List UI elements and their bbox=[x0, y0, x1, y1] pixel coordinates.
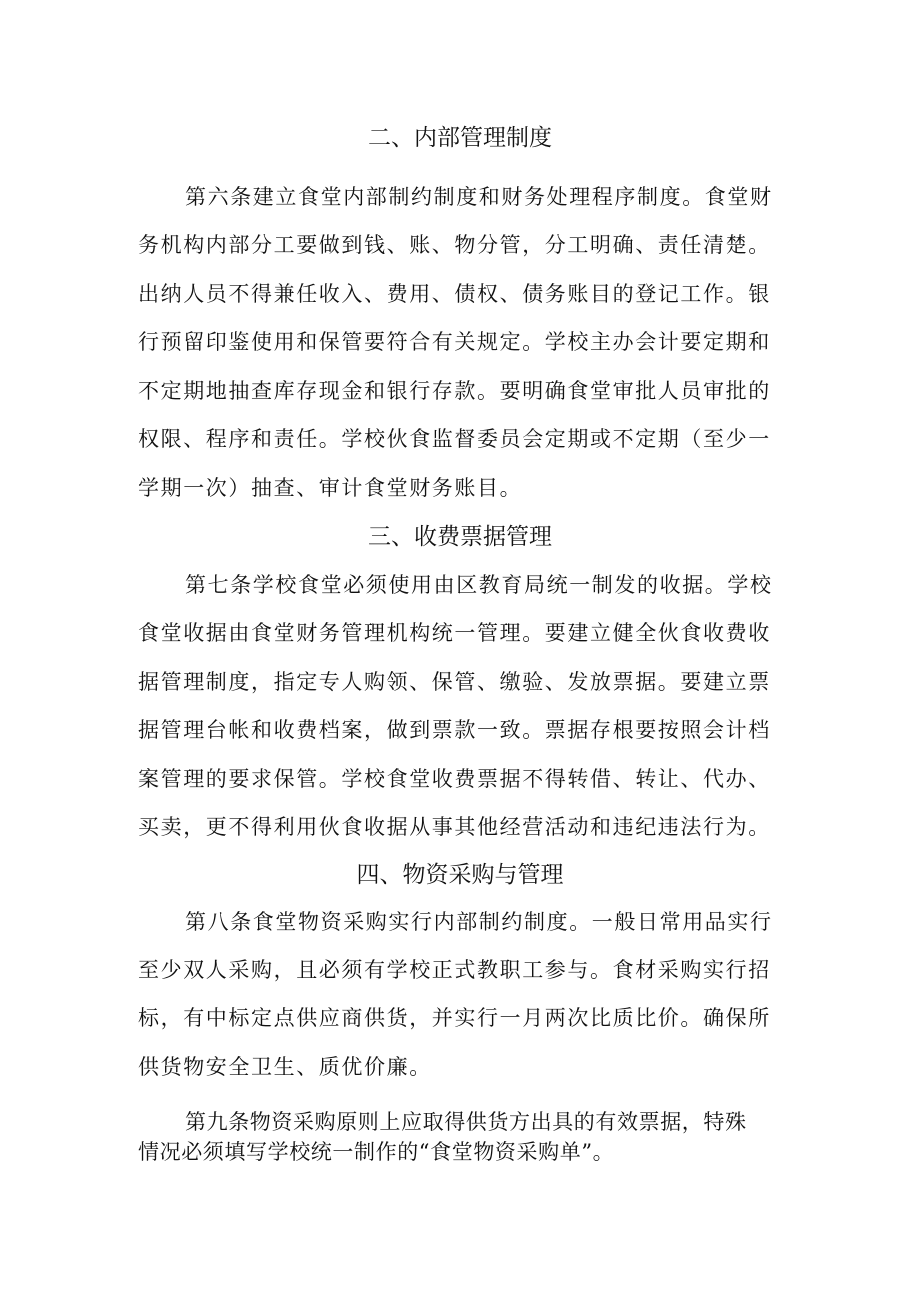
paragraph-line: 学期一次）抽查、审计食堂财务账目。 bbox=[138, 476, 523, 500]
paragraph-line: 第六条建立食堂内部制约制度和财务处理程序制度。食堂财 bbox=[185, 185, 773, 209]
paragraph-line: 行预留印鉴使用和保管要符合有关规定。学校主办会计要定期和 bbox=[138, 330, 771, 354]
paragraph-line: 务机构内部分工要做到钱、账、物分管，分工明确、责任清楚。 bbox=[138, 233, 771, 257]
paragraph-line: 供货物安全卫生、质优价廉。 bbox=[138, 1055, 432, 1079]
paragraph-line: 食堂收据由食堂财务管理机构统一管理。要建立健全伙食收费收 bbox=[138, 621, 771, 645]
section-heading-fee-receipts: 三、收费票据管理 bbox=[368, 524, 552, 550]
paragraph-line: 至少双人采购，且必须有学校正式教职工参与。食材采购实行招 bbox=[138, 958, 771, 982]
paragraph-line: 买卖，更不得利用伙食收据从事其他经营活动和违纪违法行为。 bbox=[138, 815, 771, 839]
paragraph-line: 据管理制度，指定专人购领、保管、缴验、发放票据。要建立票 bbox=[138, 670, 771, 694]
section-heading-procurement: 四、物资采购与管理 bbox=[356, 862, 564, 888]
paragraph-line: 第九条物资采购原则上应取得供货方出具的有效票据，特殊 bbox=[185, 1110, 747, 1134]
paragraph-line: 第七条学校食堂必须使用由区教育局统一制发的收据。学校 bbox=[185, 573, 773, 597]
paragraph-line: 案管理的要求保管。学校食堂收费票据不得转借、转让、代办、 bbox=[138, 767, 771, 791]
paragraph-line: 据管理台帐和收费档案，做到票款一致。票据存根要按照会计档 bbox=[138, 718, 771, 742]
paragraph-line: 权限、程序和责任。学校伙食监督委员会定期或不定期（至少一 bbox=[138, 427, 771, 451]
section-heading-internal-management: 二、内部管理制度 bbox=[368, 125, 552, 151]
paragraph-line: 标，有中标定点供应商供货，并实行一月两次比质比价。确保所 bbox=[138, 1006, 771, 1030]
paragraph-line: 不定期地抽查库存现金和银行存款。要明确食堂审批人员审批的 bbox=[138, 379, 771, 403]
paragraph-line: 出纳人员不得兼任收入、费用、债权、债务账目的登记工作。银 bbox=[138, 282, 771, 306]
paragraph-line: 情况必须填写学校统一制作的“食堂物资采购单”。 bbox=[138, 1140, 615, 1164]
paragraph-line: 第八条食堂物资采购实行内部制约制度。一般日常用品实行 bbox=[185, 910, 773, 934]
